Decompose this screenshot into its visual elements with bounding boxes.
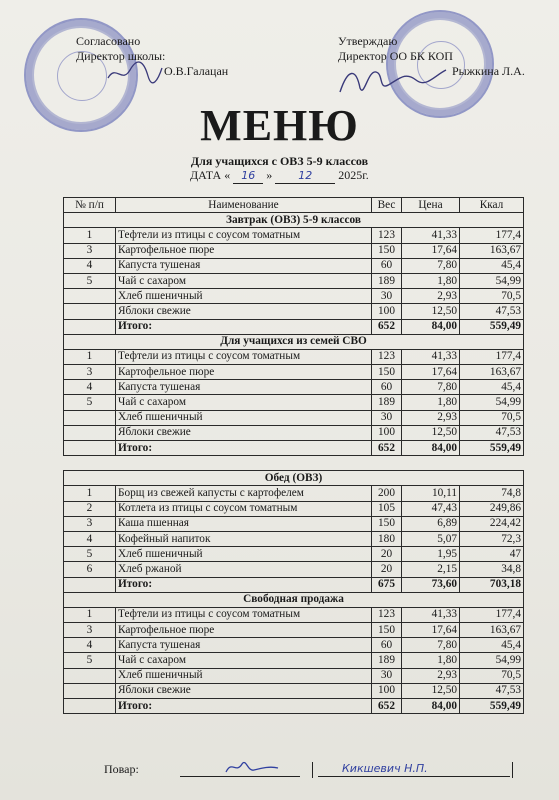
- table-cell: 12,50: [402, 304, 460, 319]
- table-cell: 123: [372, 349, 402, 364]
- table-row: [64, 653, 524, 668]
- table-cell: 163,67: [460, 365, 524, 380]
- school-director-signature: [104, 58, 164, 88]
- table-cell: 123: [372, 607, 402, 622]
- table-cell: 6,89: [402, 516, 460, 531]
- table-cell: Хлеб ржаной: [116, 562, 372, 577]
- table-cell: 2,93: [402, 410, 460, 425]
- table-cell: 17,64: [402, 243, 460, 258]
- table-row: [64, 607, 524, 622]
- table-cell: Капуста тушеная: [116, 258, 372, 273]
- table-cell: 54,99: [460, 395, 524, 410]
- table-cell: 4: [64, 638, 116, 653]
- table-cell: 17,64: [402, 365, 460, 380]
- table-cell: 70,5: [460, 410, 524, 425]
- approve-label: Утверждаю: [338, 34, 398, 48]
- table-cell: Хлеб пшеничный: [116, 668, 372, 683]
- table-cell: 177,4: [460, 349, 524, 364]
- section-title-row: [64, 334, 524, 349]
- table-cell: Капуста тушеная: [116, 380, 372, 395]
- table-cell: 150: [372, 516, 402, 531]
- table-cell: 60: [372, 638, 402, 653]
- table-row: [64, 623, 524, 638]
- table-cell: 180: [372, 531, 402, 546]
- table-row: [64, 228, 524, 243]
- table-cell: Тефтели из птицы с соусом томатным: [116, 228, 372, 243]
- table-cell: 7,80: [402, 638, 460, 653]
- table-cell: 100: [372, 425, 402, 440]
- table-cell: Каша пшенная: [116, 516, 372, 531]
- date-mid: »: [266, 168, 273, 182]
- table-row: [64, 501, 524, 516]
- table-cell: 2,15: [402, 562, 460, 577]
- total-cell: Итого:: [116, 441, 372, 456]
- table-cell: 150: [372, 243, 402, 258]
- table-cell: 6: [64, 562, 116, 577]
- section-title: Завтрак (ОВЗ) 5-9 классов: [64, 213, 524, 228]
- section-title-row: [64, 471, 524, 486]
- table-row: [64, 410, 524, 425]
- total-cell: [64, 319, 116, 334]
- table-cell: 1,80: [402, 395, 460, 410]
- table-row: [64, 562, 524, 577]
- col-price-header: Цена: [402, 198, 460, 213]
- separator-bar: [312, 762, 313, 778]
- table-row: [64, 258, 524, 273]
- table-cell: 3: [64, 516, 116, 531]
- table-row: [64, 349, 524, 364]
- agreed-label: Согласовано: [76, 34, 141, 48]
- table-cell: 5: [64, 273, 116, 288]
- table-cell: Картофельное пюре: [116, 623, 372, 638]
- table-cell: 41,33: [402, 349, 460, 364]
- cook-signature: [222, 756, 282, 778]
- table-cell: Борщ из свежей капусты с картофелем: [116, 486, 372, 501]
- org-director-signature: [334, 62, 454, 102]
- table-cell: 47,53: [460, 425, 524, 440]
- table-cell: 1,95: [402, 547, 460, 562]
- table-row: [64, 531, 524, 546]
- table-cell: 47,53: [460, 304, 524, 319]
- total-row: [64, 441, 524, 456]
- section-title: Обед (ОВЗ): [64, 471, 524, 486]
- date-day: 16: [241, 169, 256, 182]
- table-cell: Чай с сахаром: [116, 395, 372, 410]
- total-cell: Итого:: [116, 699, 372, 714]
- table-cell: 4: [64, 380, 116, 395]
- total-row: [64, 577, 524, 592]
- section-title: Свободная продажа: [64, 592, 524, 607]
- school-director-label: Директор школы:: [76, 49, 166, 63]
- section-title-row: [64, 213, 524, 228]
- total-cell: Итого:: [116, 319, 372, 334]
- total-cell: [64, 441, 116, 456]
- table-cell: [64, 304, 116, 319]
- table-cell: 7,80: [402, 258, 460, 273]
- date-month: 12: [298, 169, 313, 182]
- cook-name: Кикшевич Н.П.: [342, 762, 428, 775]
- table-cell: 7,80: [402, 380, 460, 395]
- table-cell: Капуста тушеная: [116, 638, 372, 653]
- date-year: 2025г.: [338, 168, 369, 182]
- total-cell: 652: [372, 319, 402, 334]
- table-cell: Яблоки свежие: [116, 304, 372, 319]
- table-cell: Яблоки свежие: [116, 425, 372, 440]
- menu-subtitle: Для учащихся с ОВЗ 5-9 классов: [190, 154, 369, 168]
- table-row: [64, 425, 524, 440]
- table-cell: 30: [372, 289, 402, 304]
- total-cell: 84,00: [402, 699, 460, 714]
- col-name-header: Наименование: [116, 198, 372, 213]
- org-director-name: Рыжкина Л.А.: [452, 64, 525, 78]
- table-cell: Хлеб пшеничный: [116, 410, 372, 425]
- table-cell: 12,50: [402, 683, 460, 698]
- spacer-row: [64, 456, 524, 471]
- total-cell: 559,49: [460, 319, 524, 334]
- table-cell: Картофельное пюре: [116, 365, 372, 380]
- table-row: [64, 638, 524, 653]
- table-row: [64, 273, 524, 288]
- table-cell: 5,07: [402, 531, 460, 546]
- table-cell: 70,5: [460, 668, 524, 683]
- table-cell: 5: [64, 547, 116, 562]
- school-director-name: О.В.Галацан: [164, 64, 229, 78]
- table-cell: 2,93: [402, 668, 460, 683]
- table-row: [64, 304, 524, 319]
- table-cell: [64, 683, 116, 698]
- table-cell: 70,5: [460, 289, 524, 304]
- total-cell: 652: [372, 699, 402, 714]
- table-cell: 30: [372, 410, 402, 425]
- approval-right-block: [338, 34, 525, 78]
- table-cell: 4: [64, 531, 116, 546]
- table-cell: Чай с сахаром: [116, 653, 372, 668]
- total-row: [64, 319, 524, 334]
- table-cell: 189: [372, 653, 402, 668]
- table-cell: 150: [372, 365, 402, 380]
- table-cell: Картофельное пюре: [116, 243, 372, 258]
- total-cell: Итого:: [116, 577, 372, 592]
- table-cell: 1: [64, 486, 116, 501]
- cook-label: Повар:: [104, 762, 139, 776]
- table-cell: 54,99: [460, 653, 524, 668]
- table-cell: 20: [372, 547, 402, 562]
- menu-title: МЕНЮ: [200, 101, 359, 150]
- total-cell: 703,18: [460, 577, 524, 592]
- table-cell: [64, 410, 116, 425]
- table-row: [64, 395, 524, 410]
- table-cell: [64, 289, 116, 304]
- table-cell: [64, 668, 116, 683]
- col-number-header: № п/п: [64, 198, 116, 213]
- table-cell: 2,93: [402, 289, 460, 304]
- table-cell: 224,42: [460, 516, 524, 531]
- table-cell: 2: [64, 501, 116, 516]
- table-cell: 3: [64, 243, 116, 258]
- table-cell: 249,86: [460, 501, 524, 516]
- table-cell: 30: [372, 668, 402, 683]
- table-cell: Яблоки свежие: [116, 683, 372, 698]
- section-title: Для учащихся из семей СВО: [64, 334, 524, 349]
- total-cell: 84,00: [402, 441, 460, 456]
- table-cell: 1: [64, 349, 116, 364]
- table-cell: Хлеб пшеничный: [116, 547, 372, 562]
- total-cell: 73,60: [402, 577, 460, 592]
- table-cell: 1: [64, 607, 116, 622]
- table-cell: 4: [64, 258, 116, 273]
- table-cell: 100: [372, 304, 402, 319]
- col-kcal-header: Ккал: [460, 198, 524, 213]
- table-cell: 47: [460, 547, 524, 562]
- table-header-row: [64, 198, 524, 213]
- table-cell: Хлеб пшеничный: [116, 289, 372, 304]
- table-cell: 45,4: [460, 638, 524, 653]
- table-cell: 41,33: [402, 607, 460, 622]
- table-cell: 1,80: [402, 273, 460, 288]
- menu-date: [190, 168, 369, 184]
- table-cell: Котлета из птицы с соусом томатным: [116, 501, 372, 516]
- total-cell: 675: [372, 577, 402, 592]
- table-cell: 163,67: [460, 243, 524, 258]
- total-cell: 652: [372, 441, 402, 456]
- table-row: [64, 683, 524, 698]
- table-cell: 41,33: [402, 228, 460, 243]
- table-cell: 189: [372, 273, 402, 288]
- cook-name-line: [318, 776, 510, 777]
- table-cell: 60: [372, 258, 402, 273]
- table-cell: 1: [64, 228, 116, 243]
- table-cell: 163,67: [460, 623, 524, 638]
- menu-table-body: [64, 213, 524, 714]
- table-cell: 200: [372, 486, 402, 501]
- table-row: [64, 547, 524, 562]
- table-row: [64, 365, 524, 380]
- table-cell: 1,80: [402, 653, 460, 668]
- table-cell: 45,4: [460, 380, 524, 395]
- table-cell: 74,8: [460, 486, 524, 501]
- table-cell: 189: [372, 395, 402, 410]
- table-cell: Кофейный напиток: [116, 531, 372, 546]
- table-row: [64, 668, 524, 683]
- col-weight-header: Вес: [372, 198, 402, 213]
- table-cell: 45,4: [460, 258, 524, 273]
- table-cell: 17,64: [402, 623, 460, 638]
- section-title-row: [64, 592, 524, 607]
- table-cell: 177,4: [460, 607, 524, 622]
- table-cell: 47,43: [402, 501, 460, 516]
- menu-table: [63, 197, 524, 714]
- table-cell: 20: [372, 562, 402, 577]
- total-cell: [64, 577, 116, 592]
- table-row: [64, 243, 524, 258]
- table-row: [64, 516, 524, 531]
- table-cell: 3: [64, 623, 116, 638]
- table-cell: 5: [64, 395, 116, 410]
- table-cell: Тефтели из птицы с соусом томатным: [116, 349, 372, 364]
- total-row: [64, 699, 524, 714]
- table-cell: [64, 425, 116, 440]
- table-cell: 34,8: [460, 562, 524, 577]
- separator-bar: [512, 762, 513, 778]
- table-cell: Тефтели из птицы с соусом томатным: [116, 607, 372, 622]
- total-cell: [64, 699, 116, 714]
- total-cell: 84,00: [402, 319, 460, 334]
- table-cell: 105: [372, 501, 402, 516]
- table-cell: 150: [372, 623, 402, 638]
- table-cell: 60: [372, 380, 402, 395]
- table-cell: 177,4: [460, 228, 524, 243]
- table-cell: Чай с сахаром: [116, 273, 372, 288]
- table-row: [64, 486, 524, 501]
- table-cell: 12,50: [402, 425, 460, 440]
- total-cell: 559,49: [460, 699, 524, 714]
- table-cell: 54,99: [460, 273, 524, 288]
- table-cell: 5: [64, 653, 116, 668]
- table-cell: 10,11: [402, 486, 460, 501]
- table-cell: 100: [372, 683, 402, 698]
- date-label: ДАТА «: [190, 168, 231, 182]
- table-row: [64, 380, 524, 395]
- table-cell: 47,53: [460, 683, 524, 698]
- table-cell: 3: [64, 365, 116, 380]
- table-row: [64, 289, 524, 304]
- table-cell: 72,3: [460, 531, 524, 546]
- org-director-label: Директор ОО БК КОП: [338, 49, 453, 63]
- total-cell: 559,49: [460, 441, 524, 456]
- table-cell: 123: [372, 228, 402, 243]
